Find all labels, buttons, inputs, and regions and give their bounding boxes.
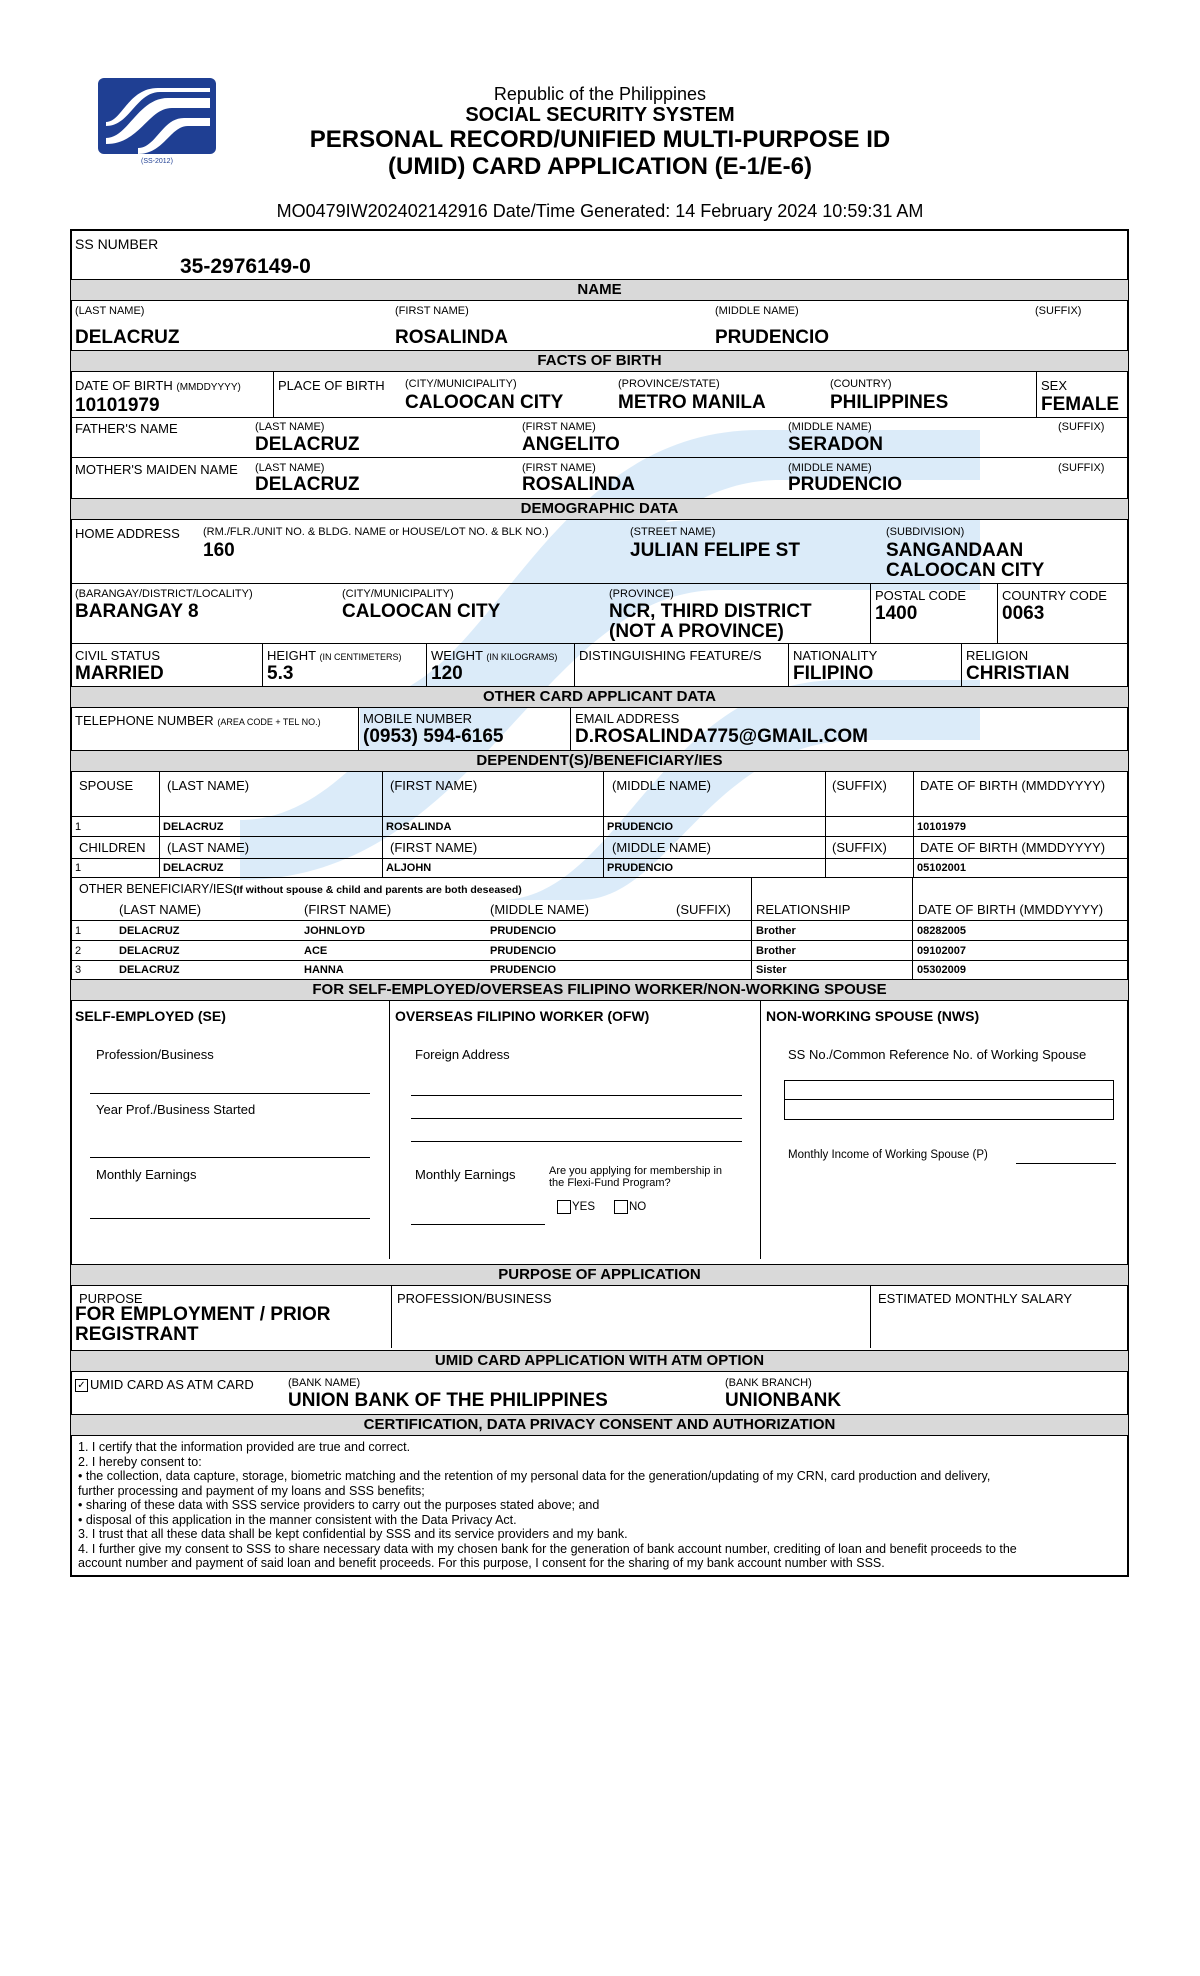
other-first-value: ACE (304, 945, 328, 957)
other-suffix-label: (SUFFIX) (676, 902, 731, 917)
ofw-address-line-1[interactable] (411, 1095, 742, 1096)
mother-first-value: ROSALINDA (522, 474, 635, 495)
bank-name-value: UNION BANK OF THE PHILIPPINES (288, 1390, 608, 1411)
father-first-label: (FIRST NAME) (522, 421, 596, 433)
subdivision-value-1: SANGANDAAN (886, 540, 1024, 561)
other-row-no: 3 (75, 964, 82, 976)
other-dob-value: 05302009 (917, 964, 966, 976)
other-relationship-value: Sister (756, 964, 787, 976)
generated-info: MO0479IW202402142916 Date/Time Generated: 14 February 2024 10:59:31 AM (276, 201, 924, 221)
address-city-value: CALOOCAN CITY (342, 601, 501, 622)
logo-caption: (SS-2012) (141, 158, 173, 165)
purpose-value-line2: REGISTRANT (75, 1324, 199, 1345)
mother-first-label: (FIRST NAME) (522, 462, 596, 474)
nws-income-line[interactable] (1016, 1163, 1116, 1164)
republic-text: Republic of the Philippines (493, 84, 707, 104)
father-middle-label: (MIDDLE NAME) (788, 421, 872, 433)
sex-label: SEX (1041, 378, 1068, 393)
weight-label (431, 648, 557, 663)
flexi-yes-label: YES (572, 1201, 596, 1213)
cert-line: 1. I certify that the information provided are true and correct. (78, 1440, 411, 1454)
religion-label: RELIGION (966, 648, 1029, 663)
pob-province-label: (PROVINCE/STATE) (618, 378, 720, 390)
other-beneficiary-text: OTHER BENEFICIARY/IES (79, 882, 233, 896)
other-middle-value: PRUDENCIO (490, 925, 557, 937)
child-dob-value: 05102001 (917, 862, 966, 874)
purpose-value-line1: FOR EMPLOYMENT / PRIOR (75, 1304, 331, 1325)
weight-unit: (IN KILOGRAMS) (486, 652, 558, 662)
mother-suffix-label: (SUFFIX) (1058, 462, 1105, 474)
other-relationship-value: Brother (756, 925, 796, 937)
dob-label (75, 378, 241, 393)
email-label: EMAIL ADDRESS (575, 711, 680, 726)
children-dob-label: DATE OF BIRTH (MMDDYYYY) (920, 840, 1106, 855)
telephone-label (75, 713, 321, 728)
agency-name: SOCIAL SECURITY SYSTEM (465, 104, 735, 126)
cert-line: • sharing of these data with SSS service providers to carry out the purposes stated above; and (78, 1498, 600, 1512)
nws-ss-box[interactable] (784, 1080, 1114, 1120)
section-facts-of-birth: FACTS OF BIRTH (71, 350, 1128, 372)
certification-text (78, 1440, 1118, 1571)
address-province-value-1: NCR, THIRD DISTRICT (609, 601, 812, 622)
flexi-question-line2: the Flexi-Fund Program? (549, 1177, 671, 1189)
estimated-salary-label: ESTIMATED MONTHLY SALARY (878, 1291, 1073, 1306)
civil-status-value: MARRIED (75, 663, 164, 684)
weight-value: 120 (431, 663, 463, 684)
mother-middle-value: PRUDENCIO (788, 474, 903, 495)
flexi-no-label: NO (629, 1201, 647, 1213)
profession-business-label: PROFESSION/BUSINESS (397, 1291, 552, 1306)
cert-line: 3. I trust that all these data shall be kept confidential by SSS and its service providers and my bank. (78, 1527, 628, 1541)
section-name: NAME (71, 279, 1128, 301)
barangay-label: (BARANGAY/DISTRICT/LOCALITY) (75, 588, 253, 600)
children-label: CHILDREN (79, 840, 146, 855)
country-code-value: 0063 (1002, 603, 1045, 624)
child-last-value: DELACRUZ (163, 862, 224, 874)
last-name-label: (LAST NAME) (75, 305, 145, 317)
nws-ss-label: SS No./Common Reference No. of Working Spouse (788, 1047, 1087, 1062)
father-name-label: FATHER'S NAME (75, 421, 178, 436)
flexi-question-line1: Are you applying for membership in (549, 1165, 723, 1177)
spouse-middle-label: (MIDDLE NAME) (612, 778, 711, 793)
children-middle-label: (MIDDLE NAME) (612, 840, 711, 855)
nationality-value: FILIPINO (793, 663, 874, 684)
other-dob-value: 08282005 (917, 925, 966, 937)
mother-last-label: (LAST NAME) (255, 462, 325, 474)
nws-income-label: Monthly Income of Working Spouse (P) (788, 1149, 988, 1161)
section-demographic: DEMOGRAPHIC DATA (71, 498, 1128, 520)
section-self-employed-ofw-nws: FOR SELF-EMPLOYED/OVERSEAS FILIPINO WORKER/NON-WORKING SPOUSE (71, 979, 1128, 1001)
se-earnings-label: Monthly Earnings (96, 1167, 197, 1182)
home-address-label: HOME ADDRESS (75, 526, 180, 541)
spouse-first-value: ROSALINDA (386, 821, 452, 833)
section-other-applicant-data: OTHER CARD APPLICANT DATA (71, 686, 1128, 708)
suffix-label: (SUFFIX) (1035, 305, 1082, 317)
other-last-value: DELACRUZ (119, 925, 180, 937)
flexi-yes-checkbox[interactable] (557, 1200, 571, 1214)
spouse-row-no: 1 (75, 821, 82, 833)
relationship-label: RELATIONSHIP (756, 902, 851, 917)
spouse-suffix-label: (SUFFIX) (832, 778, 887, 793)
section-atm-option: UMID CARD APPLICATION WITH ATM OPTION (71, 1350, 1128, 1372)
telephone-label-text: TELEPHONE NUMBER (75, 713, 214, 728)
children-first-label: (FIRST NAME) (390, 840, 478, 855)
other-row-no: 2 (75, 945, 82, 957)
cert-line: 4. I further give my consent to SSS to share necessary data with my chosen bank for the generation of bank account number, crediting of loan and benefit proceeds to the (78, 1541, 1017, 1556)
mother-last-value: DELACRUZ (255, 474, 360, 495)
ofw-address-line-3[interactable] (411, 1141, 742, 1142)
other-row-no: 1 (75, 925, 82, 937)
height-value: 5.3 (267, 663, 294, 684)
pob-city-value: CALOOCAN CITY (405, 392, 564, 413)
se-profession-label: Profession/Business (96, 1047, 214, 1062)
street-value: JULIAN FELIPE ST (630, 540, 800, 561)
ofw-earnings-label: Monthly Earnings (415, 1167, 516, 1182)
spouse-first-label: (FIRST NAME) (390, 778, 478, 793)
father-suffix-label: (SUFFIX) (1058, 421, 1105, 433)
other-beneficiary-label (79, 882, 522, 896)
bank-branch-label: (BANK BRANCH) (725, 1377, 812, 1389)
children-last-label: (LAST NAME) (167, 840, 250, 855)
ss-number-label: SS NUMBER (75, 236, 159, 252)
height-label-text: HEIGHT (267, 648, 316, 663)
pob-country-label: (COUNTRY) (830, 378, 892, 390)
father-last-value: DELACRUZ (255, 434, 360, 455)
weight-label-text: WEIGHT (431, 648, 483, 663)
postal-code-label: POSTAL CODE (875, 588, 967, 603)
cert-line: 2. I hereby consent to: (78, 1454, 202, 1469)
pob-city-label: (CITY/MUNICIPALITY) (405, 378, 517, 390)
pob-province-value: METRO MANILA (618, 392, 766, 413)
mobile-value: (0953) 594-6165 (363, 726, 504, 747)
ofw-earnings-line[interactable] (411, 1224, 545, 1225)
pob-country-value: PHILIPPINES (830, 392, 949, 413)
last-name-value: DELACRUZ (75, 327, 180, 348)
bank-name-label: (BANK NAME) (288, 1377, 361, 1389)
unit-label: (RM./FLR./UNIT NO. & BLDG. NAME or HOUSE/LOT NO. & BLK NO.) (203, 526, 549, 538)
form-title-line2: (UMID) CARD APPLICATION (E-1/E-6) (388, 153, 812, 180)
spouse-middle-value: PRUDENCIO (607, 821, 674, 833)
bank-branch-value: UNIONBANK (725, 1390, 842, 1411)
child-middle-value: PRUDENCIO (607, 862, 674, 874)
other-middle-value: PRUDENCIO (490, 964, 557, 976)
other-dob-label: DATE OF BIRTH (MMDDYYYY) (918, 902, 1104, 917)
middle-name-value: PRUDENCIO (715, 327, 830, 348)
other-last-value: DELACRUZ (119, 964, 180, 976)
features-label: DISTINGUISHING FEATURE/S (579, 648, 762, 663)
section-certification: CERTIFICATION, DATA PRIVACY CONSENT AND AUTHORIZATION (71, 1414, 1128, 1436)
father-first-value: ANGELITO (522, 434, 620, 455)
mother-middle-label: (MIDDLE NAME) (788, 462, 872, 474)
other-first-value: HANNA (304, 964, 344, 976)
subdivision-label: (SUBDIVISION) (886, 526, 965, 538)
ofw-address-line-2[interactable] (411, 1118, 742, 1119)
street-label: (STREET NAME) (630, 526, 716, 538)
other-dob-value: 09102007 (917, 945, 966, 957)
father-last-label: (LAST NAME) (255, 421, 325, 433)
subdivision-value-2: CALOOCAN CITY (886, 560, 1045, 581)
nationality-label: NATIONALITY (793, 648, 878, 663)
other-last-value: DELACRUZ (119, 945, 180, 957)
mother-name-label: MOTHER'S MAIDEN NAME (75, 462, 238, 477)
ss-number-value: 35-2976149-0 (180, 255, 311, 278)
father-middle-value: SERADON (788, 434, 884, 455)
unit-value: 160 (203, 540, 235, 561)
ofw-title: OVERSEAS FILIPINO WORKER (OFW) (395, 1008, 650, 1024)
spouse-last-value: DELACRUZ (163, 821, 224, 833)
section-dependents: DEPENDENT(S)/BENEFICIARY/IES (71, 750, 1128, 772)
ofw-address-label: Foreign Address (415, 1047, 510, 1062)
other-middle-value: PRUDENCIO (490, 945, 557, 957)
dob-format-hint: (MMDDYYYY) (176, 382, 241, 393)
civil-status-label: CIVIL STATUS (75, 648, 160, 663)
spouse-dob-label: DATE OF BIRTH (MMDDYYYY) (920, 778, 1106, 793)
other-first-label: (FIRST NAME) (304, 902, 392, 917)
address-city-label: (CITY/MUNICIPALITY) (342, 588, 454, 600)
other-last-label: (LAST NAME) (119, 902, 202, 917)
first-name-label: (FIRST NAME) (395, 305, 469, 317)
address-province-value-2: (NOT A PROVINCE) (609, 621, 784, 642)
se-earnings-line[interactable] (90, 1218, 370, 1219)
spouse-last-label: (LAST NAME) (167, 778, 250, 793)
sex-value: FEMALE (1041, 394, 1120, 415)
middle-name-label: (MIDDLE NAME) (715, 305, 799, 317)
child-first-value: ALJOHN (386, 862, 432, 874)
umid-atm-label: UMID CARD AS ATM CARD (90, 1377, 254, 1392)
cert-line: account number and payment of said loan and benefit proceeds. For this purpose, I consent for the sharing of my bank account number with SSS. (78, 1556, 885, 1570)
se-profession-line[interactable] (90, 1093, 370, 1094)
height-label (267, 648, 402, 663)
address-province-label: (PROVINCE) (609, 588, 674, 600)
umid-atm-checkbox[interactable]: ✓ (75, 1379, 88, 1392)
other-relationship-value: Brother (756, 945, 796, 957)
other-middle-label: (MIDDLE NAME) (490, 902, 589, 917)
country-code-label: COUNTRY CODE (1002, 588, 1107, 603)
se-year-line[interactable] (90, 1157, 370, 1158)
pob-label: PLACE OF BIRTH (278, 378, 385, 393)
purpose-label: PURPOSE (79, 1291, 143, 1306)
flexi-no-checkbox[interactable] (614, 1200, 628, 1214)
child-row-no: 1 (75, 862, 82, 874)
telephone-hint: (AREA CODE + TEL NO.) (217, 717, 321, 727)
nws-title: NON-WORKING SPOUSE (NWS) (766, 1008, 980, 1024)
cert-line: • the collection, data capture, storage, biometric matching and the retention of my personal data for the generation/updating of my CRN, card production and delivery, (78, 1469, 991, 1483)
cert-line: further processing and payment of my loans and SSS benefits; (78, 1483, 425, 1498)
cert-line: • disposal of this application in the manner consistent with the Data Privacy Act. (78, 1512, 517, 1527)
religion-value: CHRISTIAN (966, 663, 1070, 684)
children-suffix-label: (SUFFIX) (832, 840, 887, 855)
se-title: SELF-EMPLOYED (SE) (75, 1008, 226, 1024)
dob-value: 10101979 (75, 395, 160, 416)
dob-label-text: DATE OF BIRTH (75, 378, 173, 393)
section-purpose: PURPOSE OF APPLICATION (71, 1264, 1128, 1286)
height-unit: (IN CENTIMETERS) (319, 652, 402, 662)
mobile-label: MOBILE NUMBER (363, 711, 473, 726)
postal-code-value: 1400 (875, 603, 918, 624)
barangay-value: BARANGAY 8 (75, 601, 199, 622)
first-name-value: ROSALINDA (395, 327, 508, 348)
email-value: D.ROSALINDA775@GMAIL.COM (575, 726, 868, 747)
form-title-line1: PERSONAL RECORD/UNIFIED MULTI-PURPOSE ID (309, 126, 891, 153)
spouse-label: SPOUSE (79, 778, 134, 793)
other-beneficiary-note: (If without spouse & child and parents are both deseased) (232, 884, 522, 896)
other-first-value: JOHNLOYD (304, 925, 366, 937)
spouse-dob-value: 10101979 (917, 821, 966, 833)
se-year-label: Year Prof./Business Started (96, 1102, 256, 1117)
